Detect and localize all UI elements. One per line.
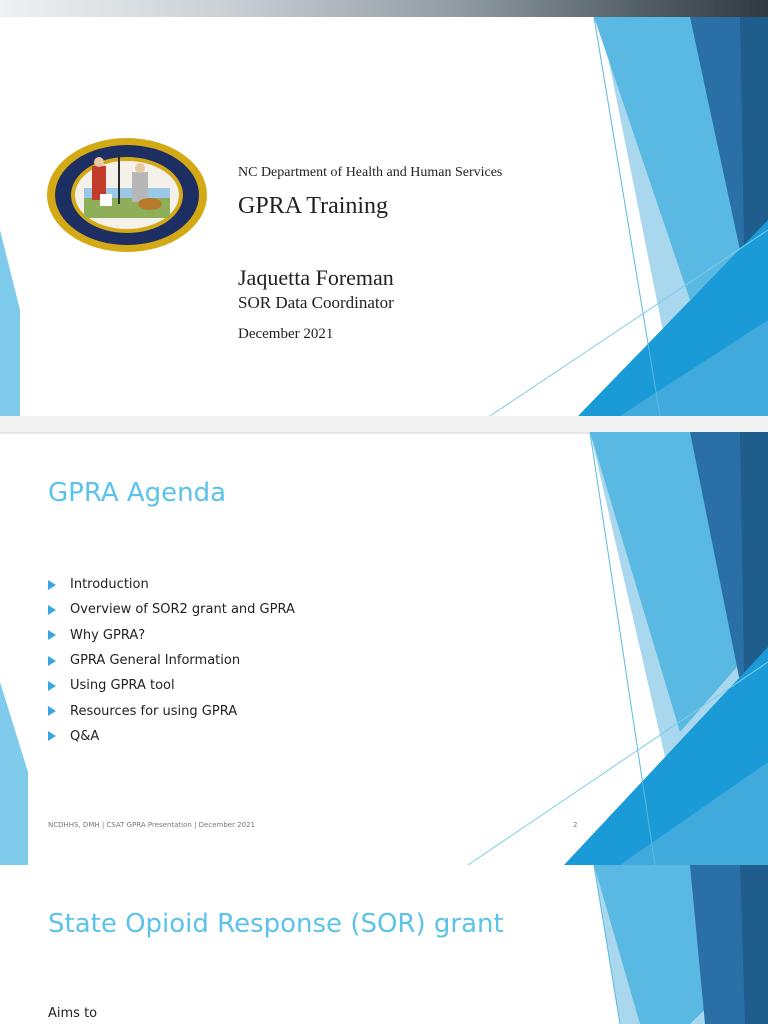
triangle-bullet-icon	[48, 605, 56, 615]
slide-footer: NCDHHS, DMH | CSAT GPRA Presentation | December 2021	[48, 821, 255, 829]
page-number: 2	[573, 821, 578, 829]
list-item: Q&A	[48, 724, 295, 749]
agenda-list	[48, 572, 295, 749]
title-slide	[0, 0, 768, 416]
triangle-bullet-icon	[48, 681, 56, 691]
presentation-date: December 2021	[238, 326, 334, 342]
triangle-bullet-icon	[48, 706, 56, 716]
triangle-bullet-icon	[48, 731, 56, 741]
department-name: NC Department of Health and Human Services	[238, 165, 503, 180]
agenda-slide	[0, 432, 768, 865]
triangle-bullet-icon	[48, 656, 56, 666]
presentation-title: GPRA Training	[238, 193, 389, 219]
slide-heading: GPRA Agenda	[48, 478, 227, 508]
sor-grant-slide	[0, 865, 768, 1024]
list-item: Using GPRA tool	[48, 673, 295, 698]
decorative-blue-shapes	[0, 865, 768, 1024]
slide-gap	[0, 416, 768, 432]
slide-body-text: Aims to	[48, 1006, 98, 1021]
list-item: Resources for using GPRA	[48, 698, 295, 723]
list-item: Overview of SOR2 grant and GPRA	[48, 597, 295, 622]
triangle-bullet-icon	[48, 580, 56, 590]
presenter-role: SOR Data Coordinator	[238, 293, 394, 312]
slide-heading: State Opioid Response (SOR) grant	[48, 909, 504, 939]
presenter-name: Jaquetta Foreman	[238, 265, 394, 290]
list-item: Introduction	[48, 572, 295, 597]
triangle-bullet-icon	[48, 630, 56, 640]
list-item: Why GPRA?	[48, 623, 295, 648]
list-item: GPRA General Information	[48, 648, 295, 673]
nc-state-seal	[44, 136, 210, 254]
